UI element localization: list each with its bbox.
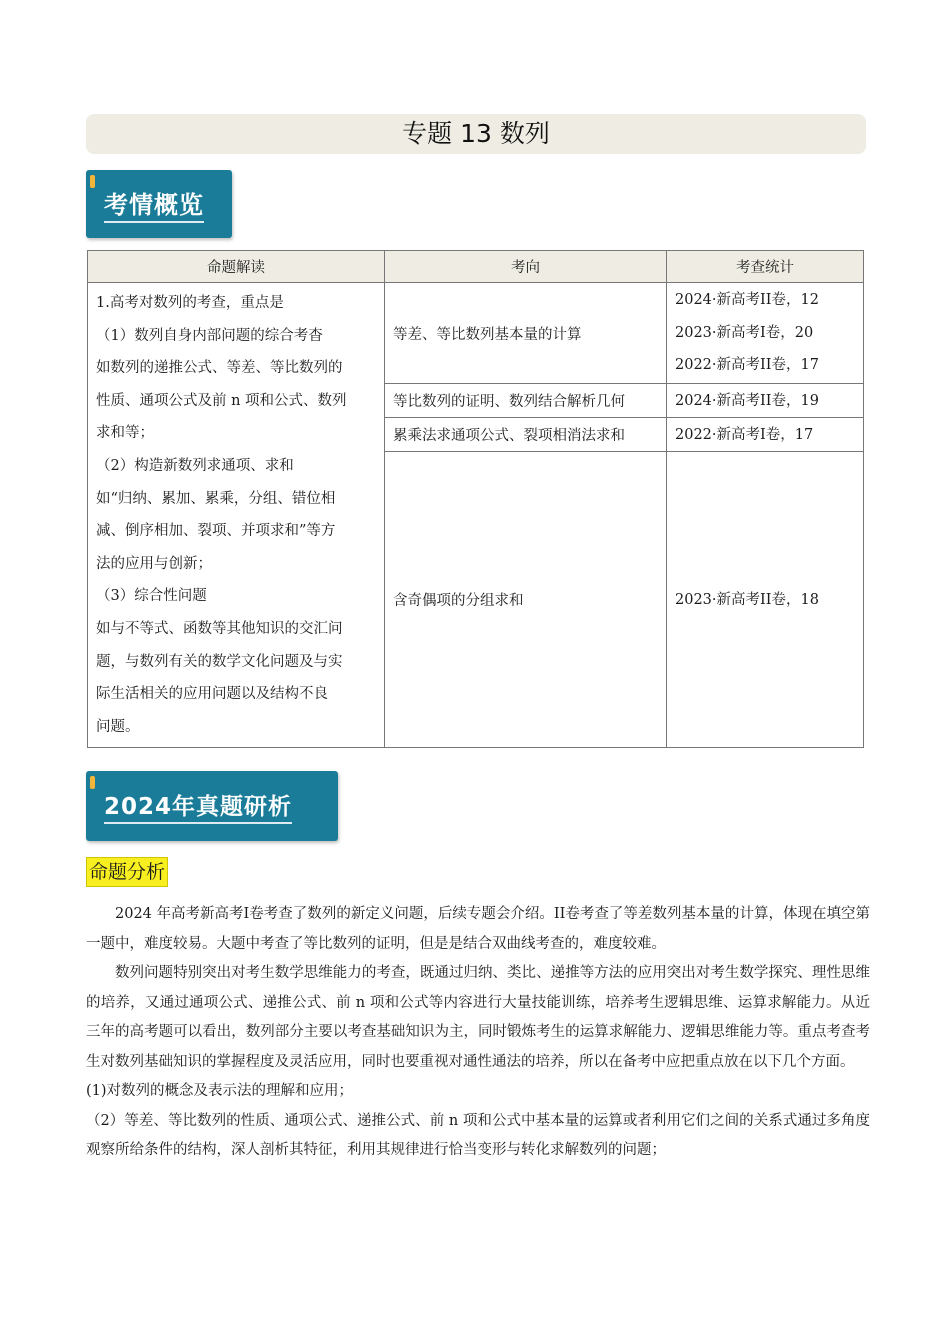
section-badge-overview <box>86 170 232 238</box>
list-item: （2）等差、等比数列的性质、通项公式、递推公式、前 n 项和公式中基本量的运算或者利用它们之间的关系式通过多角度观察所给条件的结构，深人剖析其特征，利用其规律进行恰当变形与转化求解数列的问题； <box>86 1112 870 1158</box>
section-badge-2024 <box>86 771 338 841</box>
stat-item: 2023·新高考I卷，20 <box>675 324 814 341</box>
badge-accent-icon <box>90 175 95 188</box>
overview-table <box>87 250 864 748</box>
reading-line: 问题。 <box>96 718 140 735</box>
reading-line: 如“归纳、累加、累乘，分组、错位相 <box>96 490 336 507</box>
table-header-row <box>88 251 864 283</box>
stat-item: 2022·新高考II卷，17 <box>675 357 819 374</box>
reading-line: 法的应用与创新； <box>96 555 212 572</box>
section-badge-overview-label: 考情概览 <box>104 185 204 223</box>
direction-cell: 等差、等比数列基本量的计算 <box>385 283 667 384</box>
badge-accent-icon <box>90 776 95 789</box>
reading-line: 如与不等式、函数等其他知识的交汇问 <box>96 620 343 637</box>
reading-line: 减、倒序相加、裂项、并项求和”等方 <box>96 523 336 540</box>
table-row <box>88 283 864 384</box>
table-header-cell: 命题解读 <box>88 251 385 283</box>
stats-cell <box>667 418 864 452</box>
reading-line: 题，与数列有关的数学文化问题及与实 <box>96 653 343 670</box>
direction-cell: 累乘法求通项公式、裂项相消法求和 <box>385 418 667 452</box>
stats-cell <box>667 283 864 384</box>
reading-line: 际生活相关的应用问题以及结构不良 <box>96 686 328 703</box>
paragraph: 2024 年高考新高考I卷考查了数列的新定义问题，后续专题会介绍。II卷考查了等差数列基本量的计算，体现在填空第一题中，难度较易。大题中考查了等比数列的证明，但是是结合双曲线考查的，难度较难。 <box>86 906 870 952</box>
stat-item: 2022·新高考I卷，17 <box>675 426 814 443</box>
stat-item: 2024·新高考II卷，19 <box>675 392 819 409</box>
table-header-cell: 考向 <box>385 251 667 283</box>
reading-line: 如数列的递推公式、等差、等比数列的 <box>96 360 343 377</box>
page-title: 专题 13 数列 <box>86 114 866 154</box>
stat-item: 2023·新高考II卷，18 <box>675 591 819 608</box>
reading-line: （3）综合性问题 <box>96 588 207 605</box>
reading-line: （2）构造新数列求通项、求和 <box>96 457 294 474</box>
stats-cell <box>667 452 864 748</box>
reading-line: 求和等； <box>96 425 154 442</box>
reading-cell <box>88 283 385 748</box>
paragraph: 数列问题特别突出对考生数学思维能力的考查，既通过归纳、类比、递推等方法的应用突出对考生数学探究、理性思维的培养，又通过通项公式、递推公式、前 n 项和公式等内容进行大量技能训练，培养考生逻辑思维、运算求解能力。从近三年的高考题可以看出，数列部分主要以考查基础知识为主，同时锻炼考生的运算求解能力、逻辑思维能力等。重点考查考生对数列基础知识的掌握程度及灵活应用，同时也要重视对通性通法的培养，所以在备考中应把重点放在以下几个方面。 <box>86 965 870 1070</box>
analysis-label: 命题分析 <box>86 857 168 887</box>
list-item: (1)对数列的概念及表示法的理解和应用； <box>86 1083 354 1099</box>
analysis-text <box>86 900 870 1166</box>
table-header-cell: 考查统计 <box>667 251 864 283</box>
direction-cell: 等比数列的证明、数列结合解析几何 <box>385 384 667 418</box>
reading-line: （1）数列自身内部问题的综合考杳 <box>96 327 323 344</box>
reading-line: 性质、通项公式及前 n 项和公式、数列 <box>96 392 347 409</box>
stats-cell <box>667 384 864 418</box>
section-badge-2024-label: 2024年真题研析 <box>104 788 292 824</box>
direction-cell: 含奇偶项的分组求和 <box>385 452 667 748</box>
reading-line: 1.高考对数列的考查，重点是 <box>96 295 284 311</box>
stat-item: 2024·新高考II卷，12 <box>675 292 819 309</box>
